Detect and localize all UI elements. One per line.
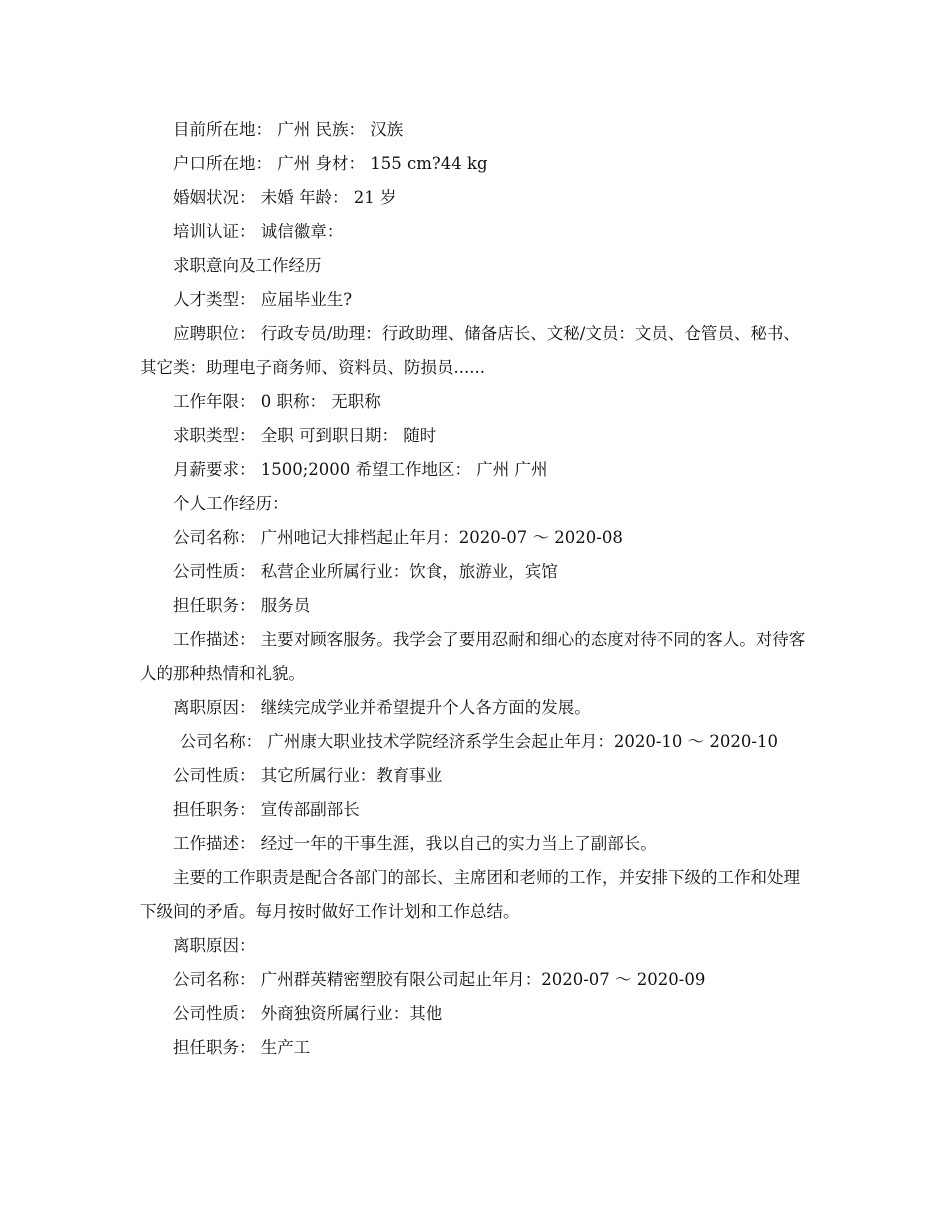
- company-1-role-line: 担任职务： 服务员: [173, 596, 311, 615]
- current-location-line: 目前所在地： 广州 民族： 汉族: [173, 120, 404, 139]
- company-1-description-paragraph: 工作描述： 主要对顾客服务。我学会了要用忍耐和细心的态度对待不同的客人。对待客人的那种热情和礼貌。: [140, 630, 806, 683]
- document-body: [140, 113, 812, 1065]
- work-experience-heading: 个人工作经历：: [173, 494, 289, 513]
- salary-requirement-line: 月薪要求： 1500;2000 希望工作地区： 广州 广州: [173, 460, 548, 479]
- job-type-line: 求职类型： 全职 可到职日期： 随时: [173, 426, 437, 445]
- applied-position-paragraph: 应聘职位： 行政专员/助理：行政助理、储备店长、文秘/文员：文员、仓管员、秘书、其它类：助理电子商务师、资料员、防损员......: [140, 324, 800, 377]
- company-3-nature-line: 公司性质： 外商独资所属行业：其他: [173, 1004, 443, 1023]
- company-2-name-paragraph: 公司名称： 广州康大职业技术学院经济系学生会起止年月：2020-10 ～ 2020-10: [179, 732, 778, 751]
- company-3-name-line: 公司名称： 广州群英精密塑胶有限公司起止年月：2020-07 ～ 2020-09: [173, 970, 706, 989]
- household-registration-line: 户口所在地： 广州 身材： 155 cm?44 kg: [173, 154, 488, 173]
- company-2-leave-reason-line: 离职原因：: [173, 936, 256, 955]
- company-1-leave-reason-line: 离职原因： 继续完成学业并希望提升个人各方面的发展。: [173, 698, 591, 717]
- marital-status-line: 婚姻状况： 未婚 年龄： 21 岁: [173, 188, 397, 207]
- company-1-nature-line: 公司性质： 私营企业所属行业：饮食，旅游业，宾馆: [173, 562, 558, 581]
- training-certification-line: 培训认证： 诚信徽章：: [173, 222, 344, 241]
- company-3-role-line: 担任职务： 生产工: [173, 1038, 311, 1057]
- work-years-line: 工作年限： 0 职称： 无职称: [173, 392, 381, 411]
- section-heading-job-intent: 求职意向及工作经历: [173, 256, 322, 275]
- company-2-role-line: 担任职务： 宣传部副部长: [173, 800, 360, 819]
- company-2-duties-paragraph: 主要的工作职责是配合各部门的部长、主席团和老师的工作，并安排下级的工作和处理下级间的矛盾。每月按时做好工作计划和工作总结。: [140, 868, 800, 921]
- company-2-nature-line: 公司性质： 其它所属行业：教育事业: [173, 766, 443, 785]
- talent-type-line: 人才类型： 应届毕业生?: [173, 290, 353, 309]
- company-1-name-line: 公司名称： 广州吔记大排档起止年月：2020-07 ～ 2020-08: [173, 528, 623, 547]
- company-2-description-line: 工作描述： 经过一年的干事生涯，我以自己的实力当上了副部长。: [173, 834, 657, 853]
